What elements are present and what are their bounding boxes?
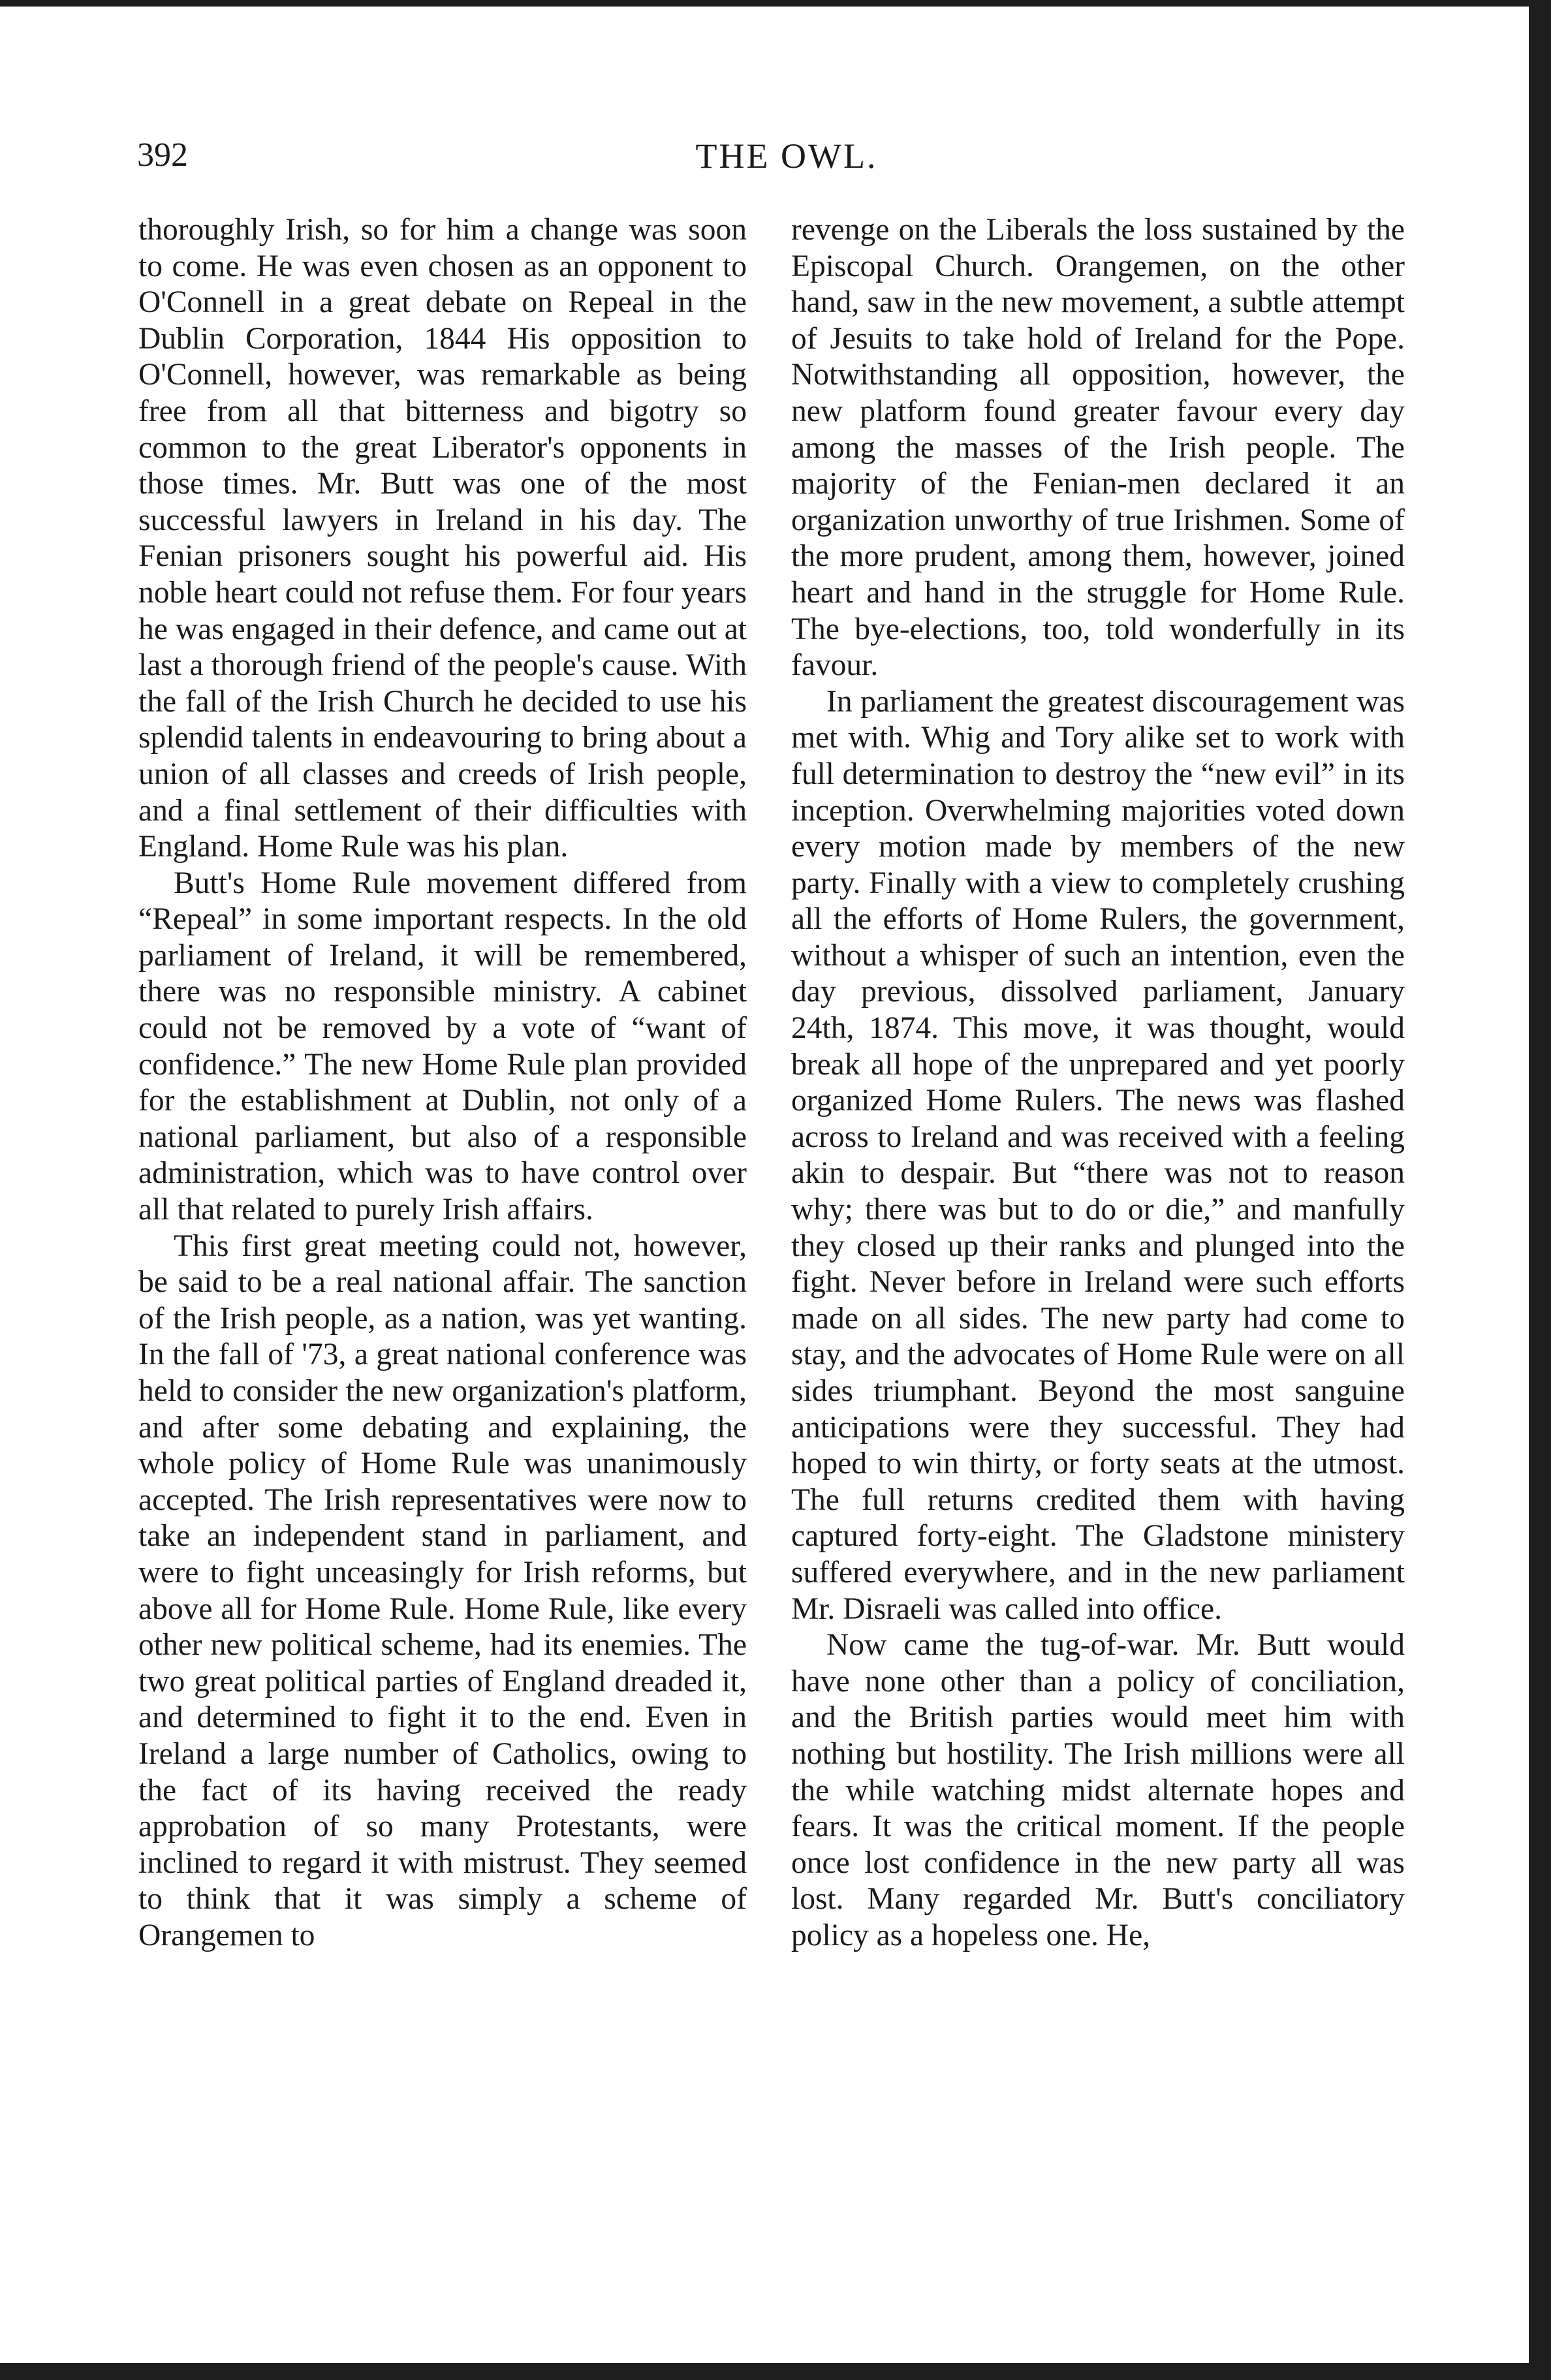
scan-border-right (1529, 0, 1551, 2380)
paragraph: Butt's Home Rule movement differed from “Repeal” in some important respects. In the old parliament of Ireland, it will be remembered, there was no responsible ministry. A cabinet could not be removed by a vote of “want of confidence.” The new Home Rule plan provided for the establishment at Dublin, not only of a national parliament, but also of a responsible administration, which was to have control over all that related to purely Irish affairs. (138, 866, 747, 1227)
right-column (791, 212, 1405, 1954)
paragraph: revenge on the Liberals the loss sustained by the Episcopal Church. Orangemen, on the other hand, saw in the new movement, a subtle attempt of Jesuits to take hold of Ireland for the Pope. Notwithstanding all opposition, however, the new platform found greater favour every day among the masses of the Irish people. The majority of the Fenian-men declared it an organization unworthy of true Irishmen. Some of the more prudent, among them, however, joined heart and hand in the struggle for Home Rule. The bye-elections, too, told wonderfully in its favour. (791, 213, 1405, 683)
page-number: 392 (137, 136, 188, 174)
running-title: THE OWL. (695, 136, 878, 176)
paragraph: thoroughly Irish, so for him a change was soon to come. He was even chosen as an opponent to O'Connell in a great debate on Repeal in the Dublin Corporation, 1844 His opposition to O'Connell, however, was remarkable as being free from all that bitterness and bigotry so common to the great Liberator's opponents in those times. Mr. Butt was one of the most successful lawyers in Ireland in his day. The Fenian prisoners sought his powerful aid. His noble heart could not refuse them. For four years he was engaged in their defence, and came out at last a thorough friend of the people's cause. With the fall of the Irish Church he decided to use his splendid talents in endeavouring to bring about a union of all classes and creeds of Irish people, and a final settlement of their difficulties with England. Home Rule was his plan. (138, 213, 747, 864)
paragraph: Now came the tug-of-war. Mr. Butt would have none other than a policy of conciliation, and the British parties would meet him with nothing but hostility. The Irish millions were all the while watching midst alternate hopes and fears. It was the critical moment. If the people once lost confidence in the new party all was lost. Many regarded Mr. Butt's conciliatory policy as a hopeless one. He, (791, 1628, 1405, 1952)
page-header (137, 136, 1436, 188)
paragraph: In parliament the greatest discouragement was met with. Whig and Tory alike set to work with full determination to destroy the “new evil” in its inception. Overwhelming majorities voted down every motion made by members of the new party. Finally with a view to completely crushing all the efforts of Home Rulers, the government, without a whisper of such an intention, even the day previous, dissolved parliament, January 24th, 1874. This move, it was thought, would break all hope of the unprepared and yet poorly organized Home Rulers. The news was flashed across to Ireland and was received with a feeling akin to despair. But “there was not to reason why; there was but to do or die,” and manfully they closed up their ranks and plunged into the fight. Never before in Ireland were such efforts made on all sides. The new party had come to stay, and the advocates of Home Rule were on all sides triumphant. Beyond the most sanguine anticipations were they successful. They had hoped to win thirty, or forty seats at the utmost. The full returns credited them with having captured forty-eight. The Gladstone ministery suffered everywhere, and in the new parliament Mr. Disraeli was called into office. (791, 684, 1405, 1626)
paragraph: This first great meeting could not, however, be said to be a real national affair. The sanction of the Irish people, as a nation, was yet wanting. In the fall of '73, a great national conference was held to consider the new organization's platform, and after some debating and explaining, the whole policy of Home Rule was unanimously accepted. The Irish representatives were now to take an independent stand in parliament, and were to fight unceasingly for Irish reforms, but above all for Home Rule. Home Rule, like every other new political scheme, had its enemies. The two great political parties of England dreaded it, and determined to fight it to the end. Even in Ireland a large number of Catholics, owing to the fact of its having received the ready approbation of so many Protestants, were inclined to regard it with mistrust. They seemed to think that it was simply a scheme of Orangemen to (138, 1229, 747, 1952)
left-column (138, 212, 747, 1954)
scan-border-top (0, 0, 1551, 7)
scan-border-bottom (0, 2363, 1551, 2380)
